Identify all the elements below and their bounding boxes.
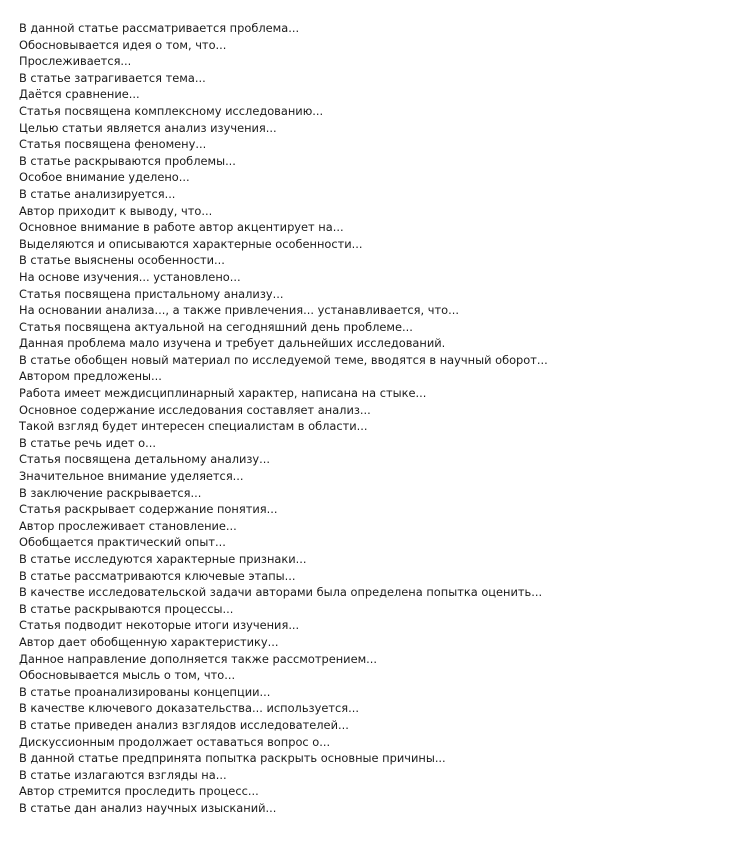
- phrase-line: Статья посвящена феномену...: [19, 137, 207, 152]
- phrase-line: Автор приходит к выводу, что...: [19, 203, 213, 218]
- phrase-line: В качестве исследовательской задачи авторами была определена попытка оценить...: [19, 585, 543, 600]
- phrase-line: Значительное внимание уделяется...: [19, 469, 244, 484]
- phrase-list: [19, 20, 548, 817]
- phrase-line: Статья подводит некоторые итоги изучения...: [19, 618, 300, 633]
- phrase-line: Целью статьи является анализ изучения...: [19, 120, 277, 135]
- phrase-line: На основе изучения... установлено...: [19, 269, 241, 284]
- phrase-line: Прослеживается...: [19, 54, 132, 69]
- phrase-line: В статье проанализированы концепции...: [19, 684, 271, 699]
- phrase-line: Обосновывается идея о том, что...: [19, 37, 227, 52]
- phrase-line: В статье обобщен новый материал по исследуемой теме, вводятся в научный оборот...: [19, 352, 548, 367]
- phrase-line: Автор прослеживает становление...: [19, 518, 237, 533]
- phrase-line: Статья раскрывает содержание понятия...: [19, 502, 278, 517]
- phrase-line: Обобщается практический опыт...: [19, 535, 226, 550]
- phrase-line: Основное внимание в работе автор акцентирует на...: [19, 220, 344, 235]
- phrase-line: Данная проблема мало изучена и требует дальнейших исследований.: [19, 336, 446, 351]
- phrase-line: В статье исследуются характерные признаки...: [19, 552, 307, 566]
- phrase-line: Статья посвящена актуальной на сегодняшний день проблеме...: [19, 319, 413, 334]
- phrase-line: Основное содержание исследования составляет анализ...: [19, 402, 371, 417]
- phrase-line: Автор стремится проследить процесс...: [19, 784, 259, 799]
- phrase-line: Работа имеет междисциплинарный характер, написана на стыке...: [19, 386, 427, 401]
- phrase-line: Такой взгляд будет интересен специалистам в области...: [19, 419, 368, 434]
- phrase-line: Выделяются и описываются характерные особенности...: [19, 236, 363, 251]
- phrase-line: Статья посвящена пристальному анализу...: [19, 286, 284, 301]
- phrase-line: В статье затрагивается тема...: [19, 70, 206, 85]
- phrase-line: В статье приведен анализ взглядов исследователей...: [19, 717, 349, 732]
- phrase-line: Статья посвящена детальному анализу...: [19, 452, 271, 467]
- phrase-line: Дискуссионным продолжает оставаться вопрос о...: [19, 734, 331, 749]
- phrase-line: В статье речь идет о...: [19, 435, 156, 450]
- phrase-line: В статье раскрываются проблемы...: [19, 153, 236, 168]
- phrase-line: В данной статье предпринята попытка раскрыть основные причины...: [19, 751, 446, 766]
- phrase-line: В статье рассматриваются ключевые этапы...: [19, 568, 296, 583]
- phrase-line: В статье выяснены особенности...: [19, 253, 225, 268]
- phrase-line: Автор дает обобщенную характеристику...: [19, 634, 279, 649]
- phrase-line: В статье излагаются взгляды на...: [19, 767, 227, 782]
- phrase-line: Даётся сравнение...: [19, 87, 140, 102]
- phrase-line: Обосновывается мысль о том, что...: [19, 668, 236, 683]
- phrase-line: Особое внимание уделено...: [19, 170, 190, 185]
- phrase-line: Данное направление дополняется также рассмотрением...: [19, 651, 378, 666]
- phrase-line: В статье дан анализ научных изысканий...: [19, 800, 277, 815]
- phrase-line: Статья посвящена комплексному исследованию...: [19, 103, 324, 118]
- phrase-line: В данной статье рассматривается проблема...: [19, 21, 300, 35]
- phrase-line: В статье анализируется...: [19, 186, 176, 201]
- phrase-line: На основании анализа..., а также привлечения... устанавливается, что...: [19, 303, 459, 318]
- phrase-line: В статье раскрываются процессы...: [19, 601, 234, 616]
- phrase-line: Автором предложены...: [19, 369, 162, 384]
- phrase-line: В качестве ключевого доказательства... используется...: [19, 701, 359, 716]
- phrase-line: В заключение раскрывается...: [19, 485, 202, 500]
